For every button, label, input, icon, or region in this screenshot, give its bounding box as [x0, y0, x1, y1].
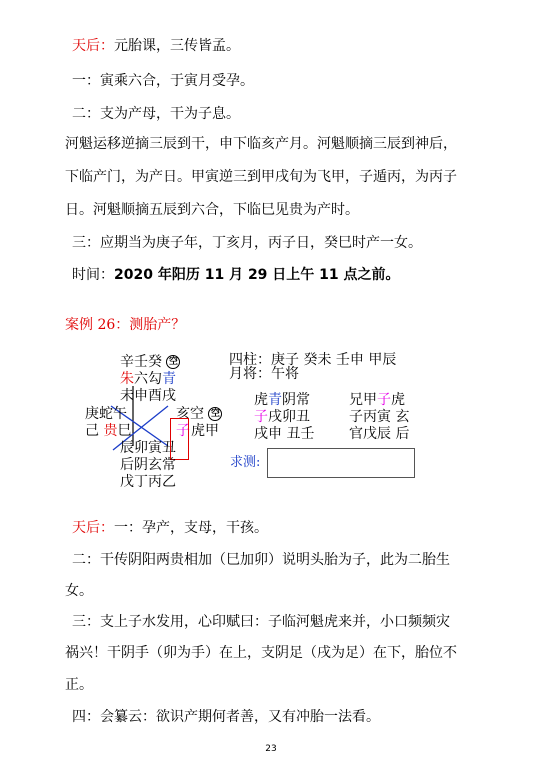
month-general: 月将：午将 [229, 366, 299, 382]
diagram-row-4-left: 庚蛇午 [85, 406, 127, 422]
diagram-zi: 子 [176, 423, 190, 439]
diagram-row-1 [120, 354, 180, 370]
time-value: 2020 年阳历 11 月 29 日上午 11 点之前。 [114, 267, 400, 283]
four-pillars-value: 庚子 癸未 壬申 甲辰 [271, 352, 397, 368]
paragraph-explanation-line-1: 河魁运移逆摘三辰到干，申下临亥产月。河魁顺摘三辰到神后， [65, 136, 457, 152]
page-number: 23 [265, 744, 277, 754]
time-label: 时间： [72, 267, 114, 283]
sanchuan-zi: 子 [377, 392, 391, 408]
diagram-row-6-text: 辰卯寅 [120, 440, 162, 456]
diagram-row-1-text: 辛壬癸 [120, 354, 162, 370]
sike-hu: 虎 [254, 392, 268, 408]
diagram-row-8: 戊丁丙乙 [120, 474, 176, 490]
paragraph-bottom-point-2-line-1: 二：干传阴阳两贵相加（巳加卯）说明头胎为子，此为二胎生 [72, 552, 450, 568]
paragraph-point-2: 二：支为产母，干为子息。 [72, 106, 240, 122]
diagram-row-5-right: 虎甲 [191, 423, 219, 439]
sike-row-2 [254, 409, 310, 426]
diagram-liu-gou: 六勾 [134, 371, 162, 387]
paragraph-bottom-point-3-line-1: 三：支上子水发用，心印赋曰：子临河魁虎来并，小口频频灾 [72, 614, 450, 630]
diagram-si: 巳 [117, 423, 132, 439]
paragraph-summary [72, 31, 482, 61]
paragraph-explanation-line-3: 日。河魁顺摘五辰到六合，下临巳见贵为产时。 [65, 202, 359, 218]
label-tianhou-2: 天后： [72, 520, 114, 536]
diagram-row-3: 未申酉戌 [120, 388, 176, 404]
diagram-row-2 [120, 371, 176, 387]
diagram-row-6 [120, 440, 176, 456]
paragraph-bottom-summary [72, 513, 482, 543]
sike-yin-chang: 阴常 [282, 392, 310, 408]
qiuce-label: 求测: [230, 455, 261, 470]
sanchuan-row-2: 子丙寅 玄 [349, 409, 410, 425]
sike-row-3: 戌申 丑壬 [254, 426, 315, 442]
diagram-gui: 贵 [103, 423, 118, 439]
paragraph-time [72, 260, 482, 290]
diagram-zhu: 朱 [120, 371, 134, 387]
paragraph-bottom-point-3-line-2: 祸兴！干阴手（卯为手）在上，支阴足（戌为足）在下，胎位不 [65, 645, 457, 661]
sike-row-1 [254, 392, 310, 409]
paragraph-bottom-point-3-line-3: 正。 [65, 677, 93, 693]
sanchuan-row-1 [349, 392, 405, 409]
qiuce-input-box[interactable] [267, 448, 415, 478]
paragraph-bottom-point-2-line-2: 女。 [65, 583, 93, 599]
diagram-row-4-right-text: 亥空 [176, 406, 204, 422]
sike-zi: 子 [254, 409, 268, 425]
label-tianhou: 天后： [72, 38, 114, 54]
sike-qing: 青 [268, 392, 282, 408]
diagram-qing: 青 [162, 371, 176, 387]
tiandi-pan-diagram [85, 350, 225, 492]
diagram-chou: 丑 [162, 440, 176, 456]
sanchuan-xiong-jia: 兄甲 [349, 392, 377, 408]
sike-row-2-text: 戌卯丑 [268, 409, 310, 425]
bottom-summary-text: 一：孕产，支母，干孩。 [114, 520, 268, 536]
paragraph-explanation-line-2: 下临产门，为产日。甲寅逆三到甲戌旬为飞甲，子遁丙，为丙子 [65, 169, 457, 185]
summary-text: 元胎课，三传皆孟。 [114, 38, 240, 54]
paragraph-bottom-point-4: 四：会纂云：欲识产期何者善，又有冲胎一法看。 [72, 709, 380, 725]
kong-circle-icon: 空 [166, 355, 180, 369]
sanchuan-hu: 虎 [391, 392, 405, 408]
diagram-row-5-left [85, 423, 131, 439]
four-pillars-label: 四柱： [229, 352, 271, 368]
paragraph-point-1: 一：寅乘六合，于寅月受孕。 [72, 73, 254, 89]
diagram-row-7: 后阴玄常 [120, 457, 176, 473]
case-title: 案例 26：测胎产？ [65, 317, 186, 333]
paragraph-point-3: 三：应期当为庚子年，丁亥月，丙子日，癸巳时产一女。 [72, 235, 422, 251]
kong-circle-icon-2: 空 [208, 407, 222, 421]
highlight-box [170, 418, 189, 460]
diagram-ji: 己 [85, 423, 99, 439]
sanchuan-row-3: 官戊辰 后 [349, 426, 410, 442]
